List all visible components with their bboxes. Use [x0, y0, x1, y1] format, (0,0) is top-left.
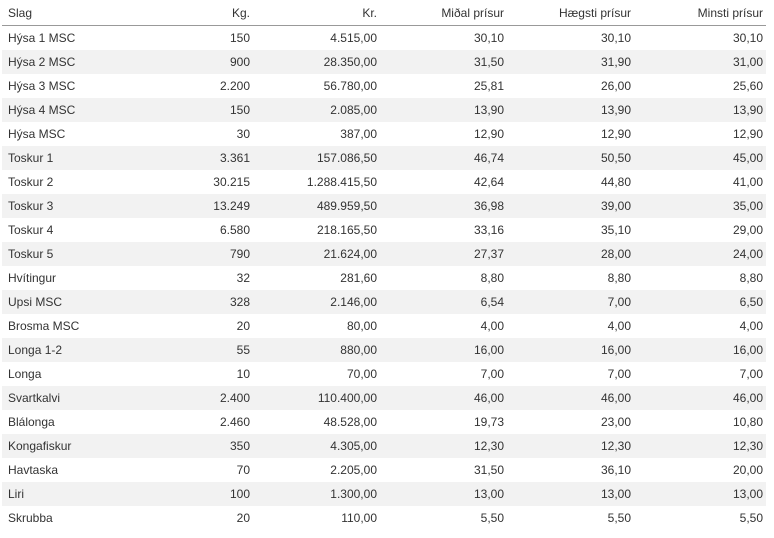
cell-lowest-price: 25,60	[732, 79, 763, 93]
cell-highest-price: 50,50	[507, 146, 634, 170]
cell-kr: 2.146,00	[253, 290, 380, 314]
cell-kg: 32	[236, 271, 250, 285]
table-row	[2, 146, 766, 170]
cell-kr: 4.305,00	[253, 434, 380, 458]
cell-average-price: 30,10	[473, 31, 504, 45]
table-row	[2, 170, 766, 194]
cell-kg: 150	[229, 31, 250, 45]
cell-kr: 157.086,50	[253, 146, 380, 170]
cell-average-price: 13,90	[380, 98, 507, 122]
cell-average-price: 31,50	[473, 463, 504, 477]
cell-species: Liri	[2, 482, 126, 506]
cell-lowest-price: 35,00	[634, 194, 766, 218]
cell-highest-price: 7,00	[607, 367, 631, 381]
cell-kr: 110,00	[341, 511, 377, 525]
cell-kg: 3.361	[126, 146, 253, 170]
cell-species: Skrubba	[8, 511, 53, 525]
cell-kg: 100	[126, 482, 253, 506]
cell-species: Havtaska	[8, 463, 59, 477]
column-header-slag[interactable]: Slag	[2, 0, 126, 26]
cell-highest-price: 16,00	[507, 338, 634, 362]
cell-highest-price: 12,30	[507, 434, 634, 458]
table-row	[2, 218, 766, 242]
cell-average-price: 6,54	[380, 290, 507, 314]
cell-kg: 328	[126, 290, 253, 314]
cell-average-price: 33,16	[473, 223, 504, 237]
cell-lowest-price: 5,50	[739, 511, 763, 525]
cell-species: Longa 1-2	[2, 338, 126, 362]
cell-highest-price: 23,00	[600, 415, 631, 429]
cell-highest-price: 12,90	[600, 127, 631, 141]
cell-lowest-price: 45,00	[634, 146, 766, 170]
cell-species: Toskur 3	[2, 194, 126, 218]
cell-average-price: 46,74	[380, 146, 507, 170]
cell-average-price: 46,00	[380, 386, 507, 410]
cell-kg: 2.460	[219, 415, 250, 429]
cell-average-price: 13,00	[380, 482, 507, 506]
cell-average-price: 7,00	[480, 367, 504, 381]
cell-average-price: 42,64	[473, 175, 504, 189]
cell-lowest-price: 10,80	[732, 415, 763, 429]
cell-kg: 2.400	[126, 386, 253, 410]
cell-kg: 6.580	[219, 223, 250, 237]
column-header-highest-price[interactable]: Hægsti prísur	[507, 0, 634, 26]
cell-average-price: 31,50	[380, 50, 507, 74]
cell-lowest-price: 8,80	[739, 271, 763, 285]
table-row	[2, 194, 766, 218]
cell-species: Brosma MSC	[8, 319, 80, 333]
cell-kg: 20	[236, 319, 250, 333]
cell-highest-price: 35,10	[600, 223, 631, 237]
cell-lowest-price: 24,00	[634, 242, 766, 266]
cell-kg: 13.249	[126, 194, 253, 218]
table-row	[2, 506, 766, 530]
cell-kg: 55	[126, 338, 253, 362]
cell-kr: 1.288.415,50	[306, 175, 377, 189]
cell-kg: 10	[236, 367, 250, 381]
table-row	[2, 410, 766, 434]
table-row	[2, 482, 766, 506]
cell-highest-price: 8,80	[607, 271, 631, 285]
cell-highest-price: 13,90	[507, 98, 634, 122]
cell-kr: 489.959,50	[253, 194, 380, 218]
header-row	[2, 0, 766, 26]
cell-species: Toskur 2	[8, 175, 54, 189]
cell-lowest-price: 31,00	[634, 50, 766, 74]
table-row	[2, 122, 766, 146]
cell-lowest-price: 4,00	[739, 319, 763, 333]
column-header-kr[interactable]: Kr.	[253, 0, 380, 26]
cell-kg: 30	[236, 127, 250, 141]
cell-species: Longa	[8, 367, 42, 381]
cell-lowest-price: 12,30	[634, 434, 766, 458]
table-row	[2, 314, 766, 338]
cell-average-price: 27,37	[380, 242, 507, 266]
table-row	[2, 50, 766, 74]
cell-average-price: 36,98	[380, 194, 507, 218]
cell-highest-price: 31,90	[507, 50, 634, 74]
cell-species: Hýsa 2 MSC	[2, 50, 126, 74]
cell-lowest-price: 29,00	[732, 223, 763, 237]
cell-lowest-price: 6,50	[634, 290, 766, 314]
cell-highest-price: 26,00	[600, 79, 631, 93]
cell-average-price: 16,00	[380, 338, 507, 362]
cell-kr: 21.624,00	[253, 242, 380, 266]
table-row	[2, 434, 766, 458]
cell-species: Hýsa 3 MSC	[8, 79, 76, 93]
table-header	[2, 0, 766, 26]
cell-kg: 20	[236, 511, 250, 525]
cell-lowest-price: 16,00	[634, 338, 766, 362]
cell-highest-price: 28,00	[507, 242, 634, 266]
table-row	[2, 290, 766, 314]
cell-average-price: 12,30	[380, 434, 507, 458]
cell-species: Toskur 5	[2, 242, 126, 266]
column-header-lowest-price[interactable]: Minsti prísur	[634, 0, 766, 26]
cell-highest-price: 46,00	[507, 386, 634, 410]
cell-kg: 790	[126, 242, 253, 266]
table-row	[2, 338, 766, 362]
cell-highest-price: 36,10	[600, 463, 631, 477]
cell-average-price: 5,50	[480, 511, 504, 525]
cell-species: Hýsa 4 MSC	[2, 98, 126, 122]
cell-kr: 1.300,00	[253, 482, 380, 506]
cell-lowest-price: 46,00	[634, 386, 766, 410]
cell-kr: 387,00	[340, 127, 377, 141]
column-header-average-price[interactable]: Miðal prísur	[380, 0, 507, 26]
cell-species: Upsi MSC	[2, 290, 126, 314]
cell-species: Svartkalvi	[2, 386, 126, 410]
cell-lowest-price: 13,90	[634, 98, 766, 122]
price-table	[2, 0, 766, 530]
cell-species: Hýsa MSC	[8, 127, 66, 141]
cell-kg: 150	[126, 98, 253, 122]
cell-kr: 48.528,00	[323, 415, 377, 429]
cell-kr: 70,00	[346, 367, 377, 381]
column-header-kg[interactable]: Kg.	[126, 0, 253, 26]
cell-kg: 70	[236, 463, 250, 477]
cell-kr: 218.165,50	[316, 223, 377, 237]
cell-average-price: 4,00	[480, 319, 504, 333]
cell-kg: 2.200	[219, 79, 250, 93]
cell-lowest-price: 7,00	[739, 367, 763, 381]
table-row	[2, 74, 766, 98]
cell-highest-price: 4,00	[607, 319, 631, 333]
cell-lowest-price: 41,00	[732, 175, 763, 189]
cell-average-price: 19,73	[473, 415, 504, 429]
cell-average-price: 12,90	[473, 127, 504, 141]
cell-kr: 110.400,00	[253, 386, 380, 410]
cell-kr: 80,00	[346, 319, 377, 333]
cell-species: Toskur 1	[2, 146, 126, 170]
cell-kr: 880,00	[253, 338, 380, 362]
cell-kr: 2.085,00	[253, 98, 380, 122]
cell-kr: 56.780,00	[323, 79, 377, 93]
table-body	[2, 26, 766, 531]
cell-lowest-price: 20,00	[732, 463, 763, 477]
table-row	[2, 26, 766, 51]
cell-kg: 350	[126, 434, 253, 458]
cell-highest-price: 7,00	[507, 290, 634, 314]
cell-kg: 30.215	[213, 175, 250, 189]
cell-species: Toskur 4	[8, 223, 54, 237]
cell-lowest-price: 12,90	[732, 127, 763, 141]
cell-lowest-price: 13,00	[634, 482, 766, 506]
table-row	[2, 386, 766, 410]
table-row	[2, 362, 766, 386]
cell-kr: 281,60	[340, 271, 377, 285]
cell-kr: 4.515,00	[330, 31, 377, 45]
cell-kg: 900	[126, 50, 253, 74]
table-row	[2, 266, 766, 290]
cell-highest-price: 44,80	[600, 175, 631, 189]
cell-highest-price: 30,10	[600, 31, 631, 45]
cell-average-price: 8,80	[480, 271, 504, 285]
cell-highest-price: 13,00	[507, 482, 634, 506]
cell-species: Hýsa 1 MSC	[8, 31, 76, 45]
cell-species: Blálonga	[8, 415, 55, 429]
cell-highest-price: 5,50	[607, 511, 631, 525]
cell-lowest-price: 30,10	[732, 31, 763, 45]
cell-kr: 28.350,00	[253, 50, 380, 74]
cell-highest-price: 39,00	[507, 194, 634, 218]
table-row	[2, 458, 766, 482]
cell-species: Kongafiskur	[2, 434, 126, 458]
table-row	[2, 242, 766, 266]
table-row	[2, 98, 766, 122]
cell-kr: 2.205,00	[330, 463, 377, 477]
cell-average-price: 25,81	[473, 79, 504, 93]
cell-species: Hvítingur	[8, 271, 57, 285]
